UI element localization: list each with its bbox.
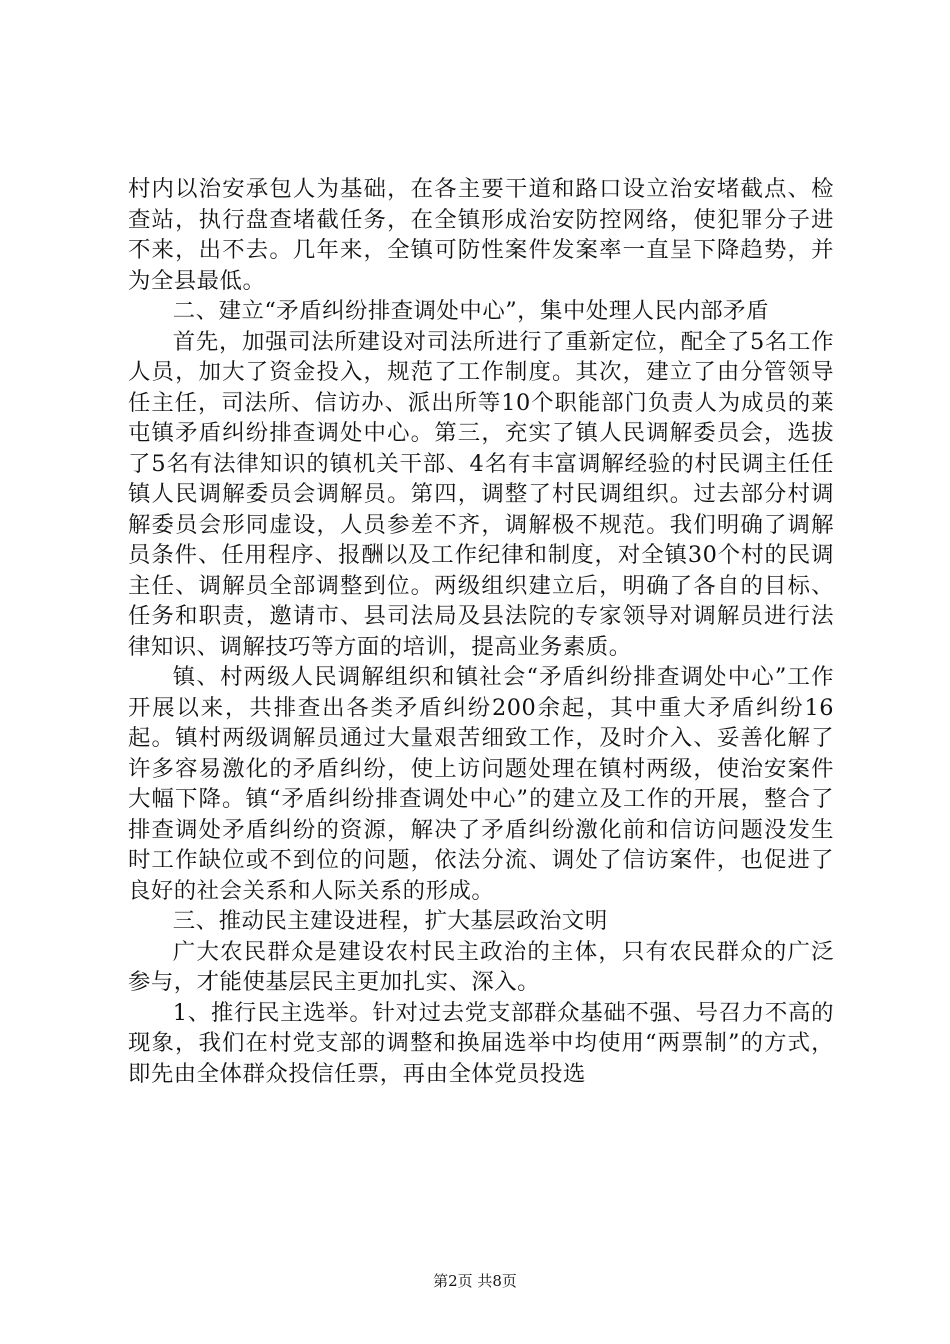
paragraph-6: 广大农民群众是建设农村民主政治的主体，只有农民群众的广泛参与，才能使基层民主更加扎实、深入。 xyxy=(128,938,834,995)
paragraph-4: 镇、村两级人民调解组织和镇社会“矛盾纠纷排查调处中心”工作开展以来，共排查出各类矛盾纠纷200余起，其中重大矛盾纠纷16起。镇村两级调解员通过大量艰苦细致工作，及时介入、妥善化解了许多容易激化的矛盾纠纷，使上访问题处理在镇村两级，使治安案件大幅下降。镇“矛盾纠纷排查调处中心”的建立及工作的开展，整合了排查调处矛盾纠纷的资源，解决了矛盾纠纷激化前和信访问题没发生时工作缺位或不到位的问题，依法分流、调处了信访案件，也促进了良好的社会关系和人际关系的形成。 xyxy=(128,664,834,904)
page-number-footer: 第2页 共8页 xyxy=(433,1272,517,1290)
paragraph-3: 首先，加强司法所建设对司法所进行了重新定位，配全了5名工作人员，加大了资金投入，规范了工作制度。其次，建立了由分管领导任主任，司法所、信访办、派出所等10个职能部门负责人为成员的莱屯镇矛盾纠纷排查调处中心。第三，充实了镇人民调解委员会，选拔了5名有法律知识的镇机关干部、4名有丰富调解经验的村民调主任任镇人民调解委员会调解员。第四，调整了村民调组织。过去部分村调解委员会形同虚设，人员参差不齐，调解极不规范。我们明确了调解员条件、任用程序、报酬以及工作纪律和制度，对全镇30个村的民调主任、调解员全部调整到位。两级组织建立后，明确了各自的目标、任务和职责，邀请市、县司法局及县法院的专家领导对调解员进行法律知识、调解技巧等方面的培训，提高业务素质。 xyxy=(128,328,834,660)
paragraph-1: 村内以治安承包人为基础，在各主要干道和路口设立治安堵截点、检查站，执行盘查堵截任务，在全镇形成治安防控网络，使犯罪分子进不来，出不去。几年来，全镇可防性案件发案率一直呈下降趋势，并为全县最低。 xyxy=(128,176,834,294)
paragraph-7: 1、推行民主选举。针对过去党支部群众基础不强、号召力不高的现象，我们在村党支部的调整和换届选举中均使用“两票制”的方式，即先由全体群众投信任票，再由全体党员投选 xyxy=(128,999,834,1087)
section-heading-3: 三、推动民主建设进程，扩大基层政治文明 xyxy=(172,908,608,934)
section-heading-2: 二、建立“矛盾纠纷排查调处中心”，集中处理人民内部矛盾 xyxy=(172,298,769,324)
document-body xyxy=(128,174,834,1089)
